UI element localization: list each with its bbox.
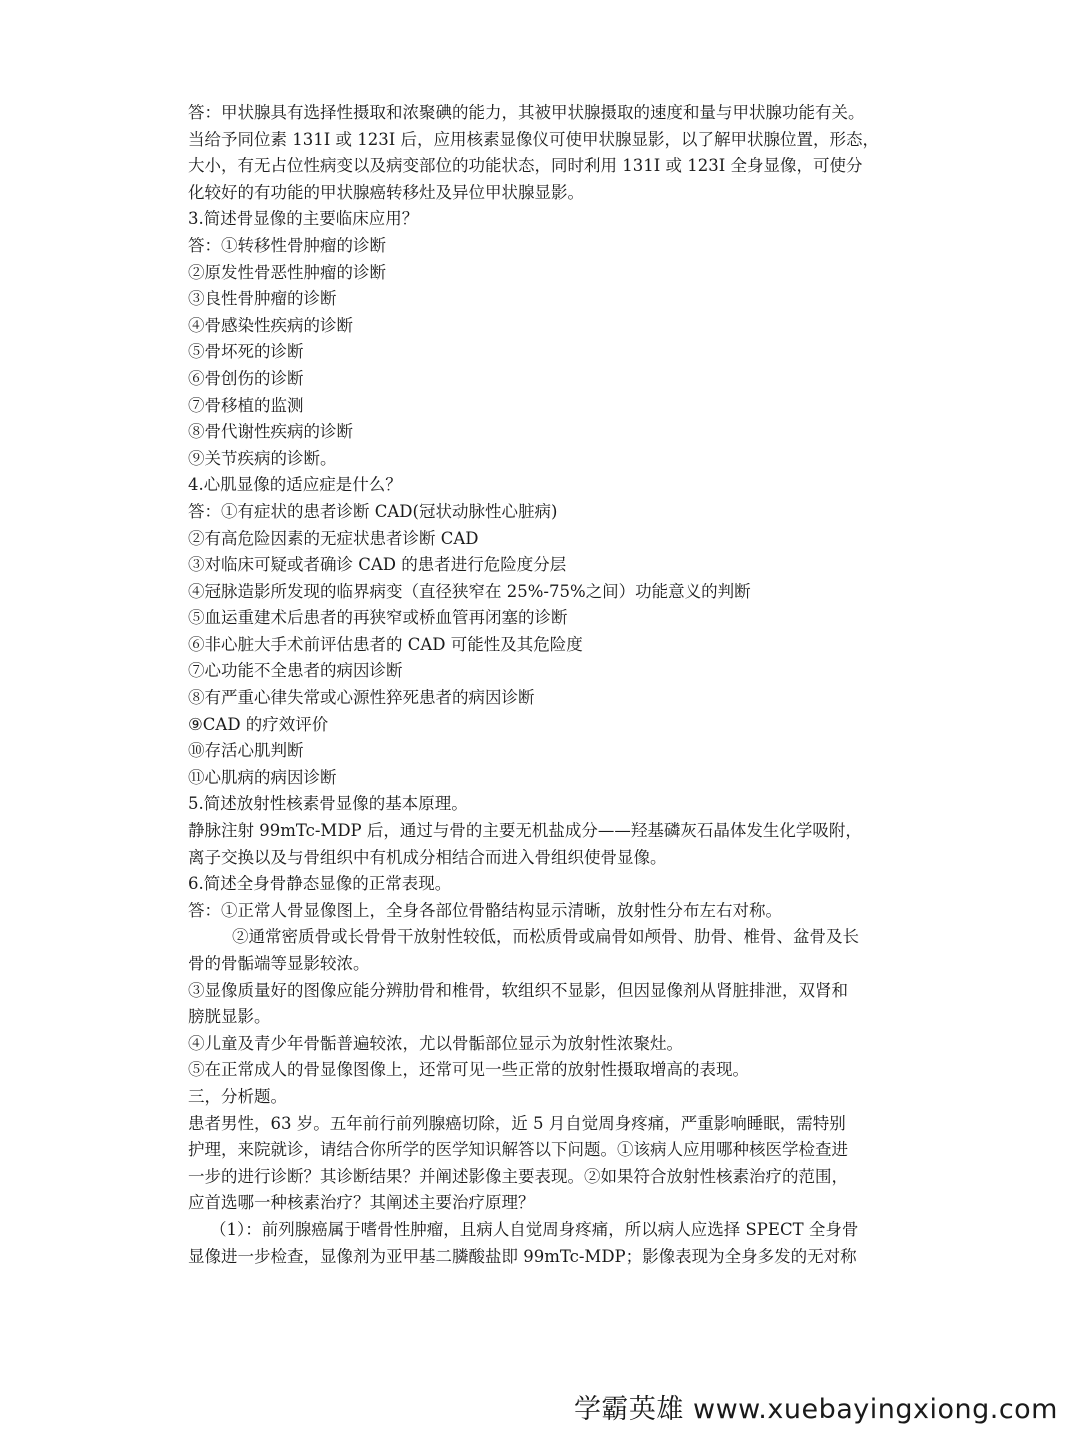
section-heading: 三，分析题。 — [188, 1086, 287, 1106]
text-line: 答：甲状腺具有选择性摄取和浓聚碘的能力，其被甲状腺摄取的速度和量与甲状腺功能有关。 — [188, 103, 865, 122]
text-line: 膀胱显影。 — [188, 1007, 271, 1027]
text-line: ②原发性骨恶性肿瘤的诊断 — [188, 262, 386, 282]
text-line: 显像进一步检查，显像剂为亚甲基二膦酸盐即 99mTc-MDP；影像表现为全身多发的无对称 — [188, 1246, 857, 1266]
text-line: 答：①转移性骨肿瘤的诊断 — [188, 235, 386, 255]
text-line: （1）：前列腺癌属于嗜骨性肿瘤，且病人自觉周身疼痛，所以病人应选择 SPECT 全身骨 — [210, 1219, 859, 1239]
text-line: ④儿童及青少年骨骺普遍较浓，尤以骨骺部位显示为放射性浓聚灶。 — [188, 1033, 683, 1053]
text-line: ⑩存活心肌判断 — [188, 741, 304, 761]
text-line: ③显像质量好的图像应能分辨肋骨和椎骨，软组织不显影，但因显像剂从肾脏排泄，双肾和 — [188, 980, 848, 1000]
text-line: 答：①正常人骨显像图上，全身各部位骨骼结构显示清晰，放射性分布左右对称。 — [188, 900, 782, 920]
text-line: ⑦心功能不全患者的病因诊断 — [188, 661, 403, 681]
text-line: ⑨CAD 的疗效评价 — [188, 714, 329, 734]
text-line: ④冠脉造影所发现的临界病变（直径狭窄在 25%-75%之间）功能意义的判断 — [188, 581, 751, 601]
text-line: ②有高危险因素的无症状患者诊断 CAD — [188, 528, 479, 548]
text-line: ⑪心肌病的病因诊断 — [188, 767, 337, 787]
text-line: ⑥骨创伤的诊断 — [188, 368, 304, 388]
text-line: 答：①有症状的患者诊断 CAD(冠状动脉性心脏病) — [188, 501, 558, 521]
text-line: ⑥非心脏大手术前评估患者的 CAD 可能性及其危险度 — [188, 634, 583, 654]
text-line: 患者男性，63 岁。五年前行前列腺癌切除，近 5 月自觉周身疼痛，严重影响睡眠，需特别 — [188, 1113, 846, 1133]
text-line: ②通常密质骨或长骨骨干放射性较低，而松质骨或扁骨如颅骨、肋骨、椎骨、盆骨及长 — [232, 927, 859, 947]
text-line: 离子交换以及与骨组织中有机成分相结合而进入骨组织使骨显像。 — [188, 847, 667, 867]
text-line: ③对临床可疑或者确诊 CAD 的患者进行危险度分层 — [188, 555, 567, 575]
text-line: ⑧有严重心律失常或心源性猝死患者的病因诊断 — [188, 688, 535, 708]
text-line: 大小，有无占位性病变以及病变部位的功能状态，同时利用 131I 或 123I 全身显像，可使分 — [188, 156, 863, 176]
text-line: 一步的进行诊断？其诊断结果？并阐述影像主要表现。②如果符合放射性核素治疗的范围， — [188, 1166, 848, 1186]
text-line: ③良性骨肿瘤的诊断 — [188, 289, 337, 309]
question-heading: 4.心肌显像的适应症是什么？ — [188, 475, 402, 495]
text-line: ⑤骨坏死的诊断 — [188, 342, 304, 362]
text-line: ⑨关节疾病的诊断。 — [188, 448, 337, 468]
text-line: ⑧骨代谢性疾病的诊断 — [188, 422, 353, 442]
text-line: ⑤血运重建术后患者的再狭窄或桥血管再闭塞的诊断 — [188, 608, 568, 628]
question-heading: 5.简述放射性核素骨显像的基本原理。 — [188, 794, 468, 814]
text-line: 静脉注射 99mTc-MDP 后，通过与骨的主要无机盐成分——羟基磷灰石晶体发生化学吸附， — [188, 821, 862, 841]
text-line: ⑤在正常成人的骨显像图像上，还常可见一些正常的放射性摄取增高的表现。 — [188, 1060, 749, 1080]
text-line: 化较好的有功能的甲状腺癌转移灶及异位甲状腺显影。 — [188, 182, 584, 202]
document-body — [188, 100, 900, 1270]
text-line: 护理，来院就诊，请结合你所学的医学知识解答以下问题。①该病人应用哪种核医学检查进 — [188, 1140, 848, 1160]
text-line: ⑦骨移植的监测 — [188, 395, 304, 415]
site-watermark: 学霸英雄 www.xuebayingxiong.com — [573, 1394, 1058, 1425]
question-heading: 6.简述全身骨静态显像的正常表现。 — [188, 874, 452, 894]
text-line: ④骨感染性疾病的诊断 — [188, 315, 353, 335]
question-heading: 3.简述骨显像的主要临床应用？ — [188, 209, 419, 229]
text-line: 应首选哪一种核素治疗？其阐述主要治疗原理？ — [188, 1193, 535, 1213]
text-line: 当给予同位素 131I 或 123I 后，应用核素显像仪可使甲状腺显影，以了解甲状腺位置，形态， — [188, 129, 880, 149]
text-line: 骨的骨骺端等显影较浓。 — [188, 954, 370, 973]
